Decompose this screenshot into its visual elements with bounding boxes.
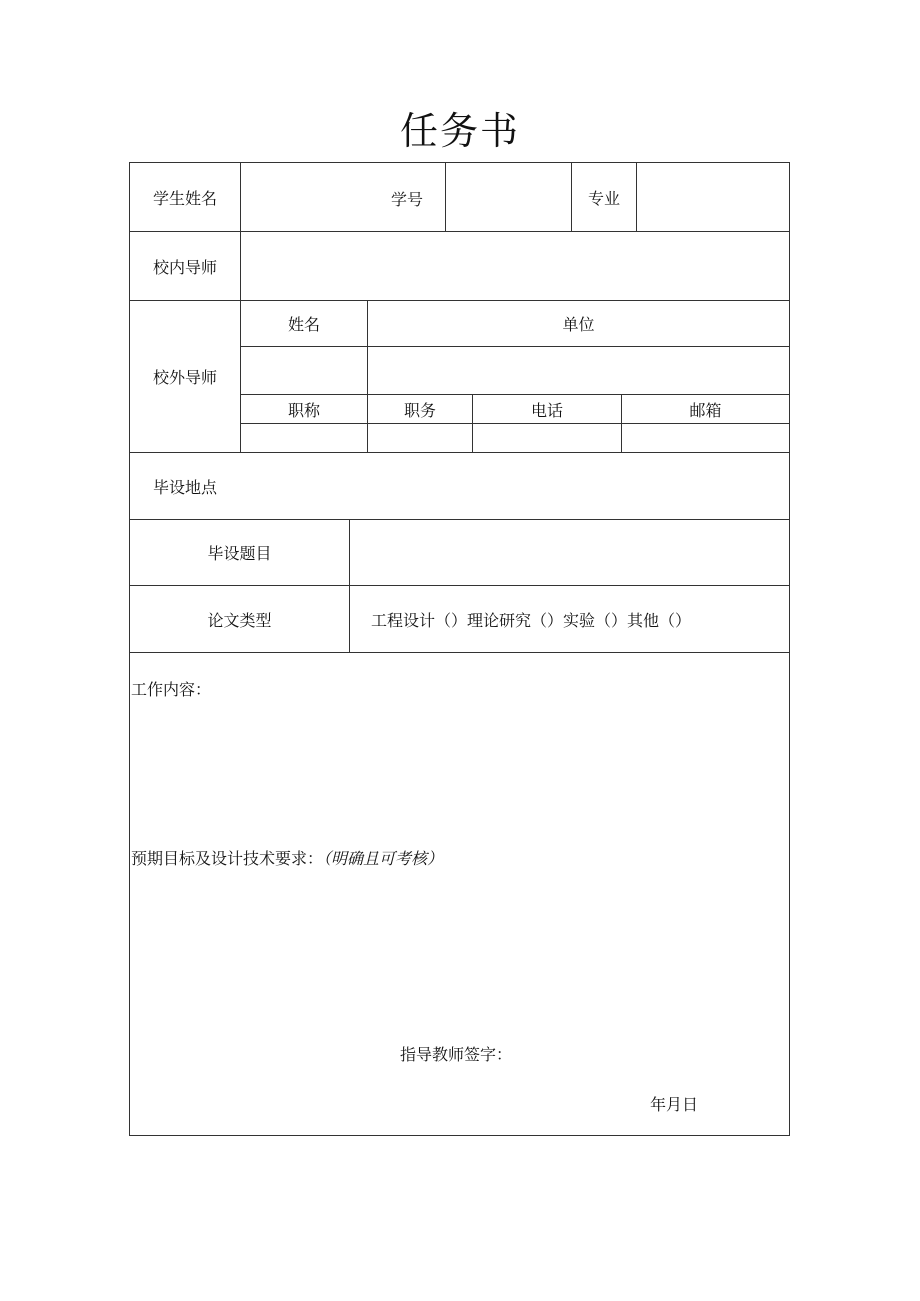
- thesis-type-options: 工程设计（）理论研究（）实验（）其他（）: [371, 610, 692, 630]
- table-border-right: [789, 162, 790, 1136]
- topic-label: 毕设题目: [207, 544, 272, 563]
- goals-hint: （明确且可考核）: [323, 849, 444, 868]
- ext-unit-field[interactable]: [368, 347, 789, 394]
- signature-label: 指导教师签字：: [400, 1045, 513, 1064]
- topic-field[interactable]: [350, 520, 789, 585]
- page-title: 任务书: [399, 109, 520, 153]
- location-field[interactable]: [241, 453, 789, 519]
- ext-email-label: 邮箱: [689, 400, 722, 420]
- ext-unit-label: 单位: [562, 315, 595, 334]
- row-divider: [129, 652, 790, 653]
- student-name-label: 学生姓名: [152, 188, 217, 208]
- student-id-field[interactable]: [446, 163, 571, 231]
- thesis-type-options-field[interactable]: [350, 586, 789, 652]
- student-name-field[interactable]: [241, 163, 445, 231]
- table-border-bottom: [129, 1135, 790, 1136]
- ext-name-field[interactable]: [241, 347, 367, 394]
- ext-name-label: 姓名: [287, 315, 320, 334]
- major-label: 专业: [587, 188, 620, 208]
- student-id-label: 学号: [391, 190, 424, 209]
- ext-email-field[interactable]: [622, 424, 789, 452]
- thesis-type-label: 论文类型: [207, 610, 272, 630]
- ext-phone-field[interactable]: [473, 424, 621, 452]
- date-label: 年月日: [650, 1095, 699, 1114]
- internal-advisor-field[interactable]: [241, 232, 789, 300]
- ext-title-field[interactable]: [241, 424, 367, 452]
- ext-phone-label: 电话: [530, 400, 563, 420]
- ext-position-field[interactable]: [368, 424, 472, 452]
- external-advisor-label: 校外导师: [152, 368, 217, 387]
- internal-advisor-label: 校内导师: [152, 257, 217, 277]
- goals-heading: [131, 846, 443, 869]
- major-field[interactable]: [637, 163, 789, 231]
- ext-title-label: 职称: [287, 400, 320, 420]
- ext-position-label: 职务: [403, 400, 436, 420]
- goals-label: 预期目标及设计技术要求：: [131, 849, 324, 868]
- location-label: 毕设地点: [152, 477, 217, 497]
- work-content-label: 工作内容：: [131, 680, 212, 699]
